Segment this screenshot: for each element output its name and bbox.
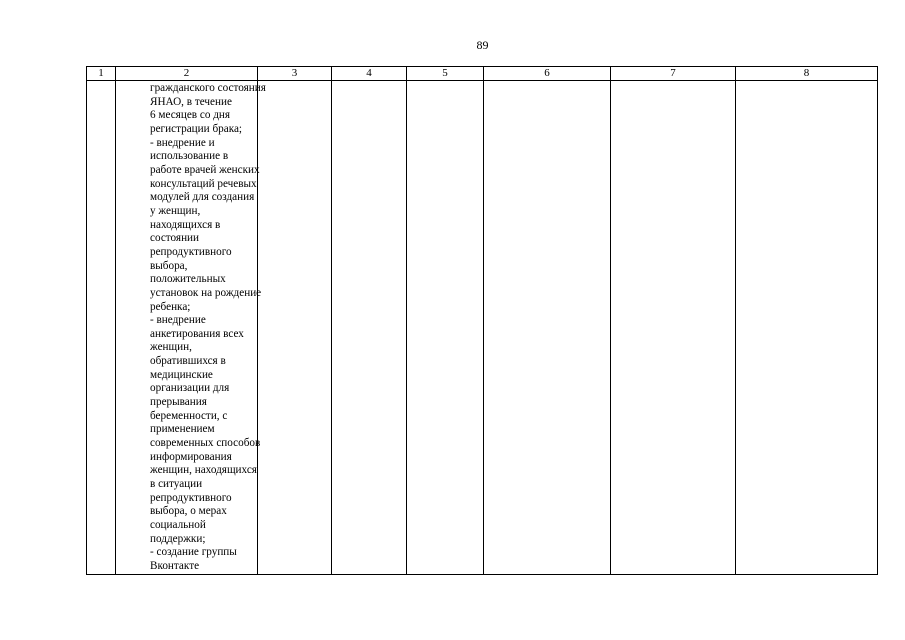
- text-line: ребенка;: [150, 300, 191, 313]
- text-line: анкетирования всех: [150, 327, 244, 340]
- text-line: состоянии: [150, 232, 200, 245]
- text-line: обратившихся в: [150, 355, 226, 368]
- column-header-3: 3: [258, 67, 332, 81]
- text-line: информирования: [150, 450, 232, 463]
- text-line: гражданского состояния: [150, 82, 266, 94]
- cell-col-3: [258, 81, 332, 575]
- text-line: - внедрение: [150, 314, 206, 327]
- text-line: репродуктивного: [150, 491, 232, 504]
- cell-col-5: [407, 81, 484, 575]
- text-line: Вконтакте: [150, 559, 200, 572]
- header-row: [87, 67, 878, 81]
- column-header-2: 2: [116, 67, 258, 81]
- text-line: выбора, о мерах: [150, 505, 227, 518]
- text-line: - создание группы: [150, 546, 237, 559]
- text-line: - внедрение и: [150, 136, 215, 149]
- text-line: организации для: [150, 382, 230, 395]
- cell-col-6: [484, 81, 611, 575]
- text-line: модулей для создания: [150, 191, 255, 204]
- page-number: 89: [476, 38, 489, 52]
- text-line: поддержки;: [150, 532, 206, 545]
- text-line: регистрации брака;: [150, 122, 243, 135]
- text-line: выбора,: [150, 259, 188, 272]
- column-header-6: 6: [484, 67, 611, 81]
- cell-col-7: [611, 81, 736, 575]
- text-line: работе врачей женских: [150, 163, 260, 176]
- text-line: у женщин,: [150, 204, 201, 217]
- text-line: в ситуации: [150, 478, 203, 491]
- column-header-4: 4: [332, 67, 407, 81]
- table-row: [87, 81, 878, 575]
- cell-col-4: [332, 81, 407, 575]
- text-line: консультаций речевых: [150, 177, 257, 190]
- cell-col-1: [87, 81, 116, 575]
- text-line: применением: [150, 423, 215, 436]
- document-table: [86, 66, 878, 575]
- measures-text: [116, 81, 266, 574]
- text-line: находящихся в: [150, 218, 221, 231]
- text-line: установок на рождение: [150, 286, 262, 299]
- cell-col-2: [116, 81, 266, 575]
- column-header-5: 5: [407, 67, 484, 81]
- text-line: женщин, находящихся: [150, 464, 257, 477]
- text-line: прерывания: [150, 396, 207, 409]
- column-header-1: 1: [87, 67, 116, 81]
- text-line: 6 месяцев со дня: [150, 109, 231, 122]
- text-line: медицинские: [150, 368, 213, 381]
- text-line: использование в: [150, 150, 229, 163]
- text-line: ЯНАО, в течение: [150, 95, 232, 108]
- text-line: женщин,: [150, 341, 192, 354]
- column-header-8: 8: [736, 67, 878, 81]
- column-header-7: 7: [611, 67, 736, 81]
- text-line: современных способов: [150, 437, 261, 450]
- cell-col-8: [736, 81, 878, 575]
- text-line: беременности, с: [150, 409, 228, 422]
- text-line: социальной: [150, 519, 206, 531]
- text-line: положительных: [150, 273, 226, 286]
- text-line: репродуктивного: [150, 245, 232, 258]
